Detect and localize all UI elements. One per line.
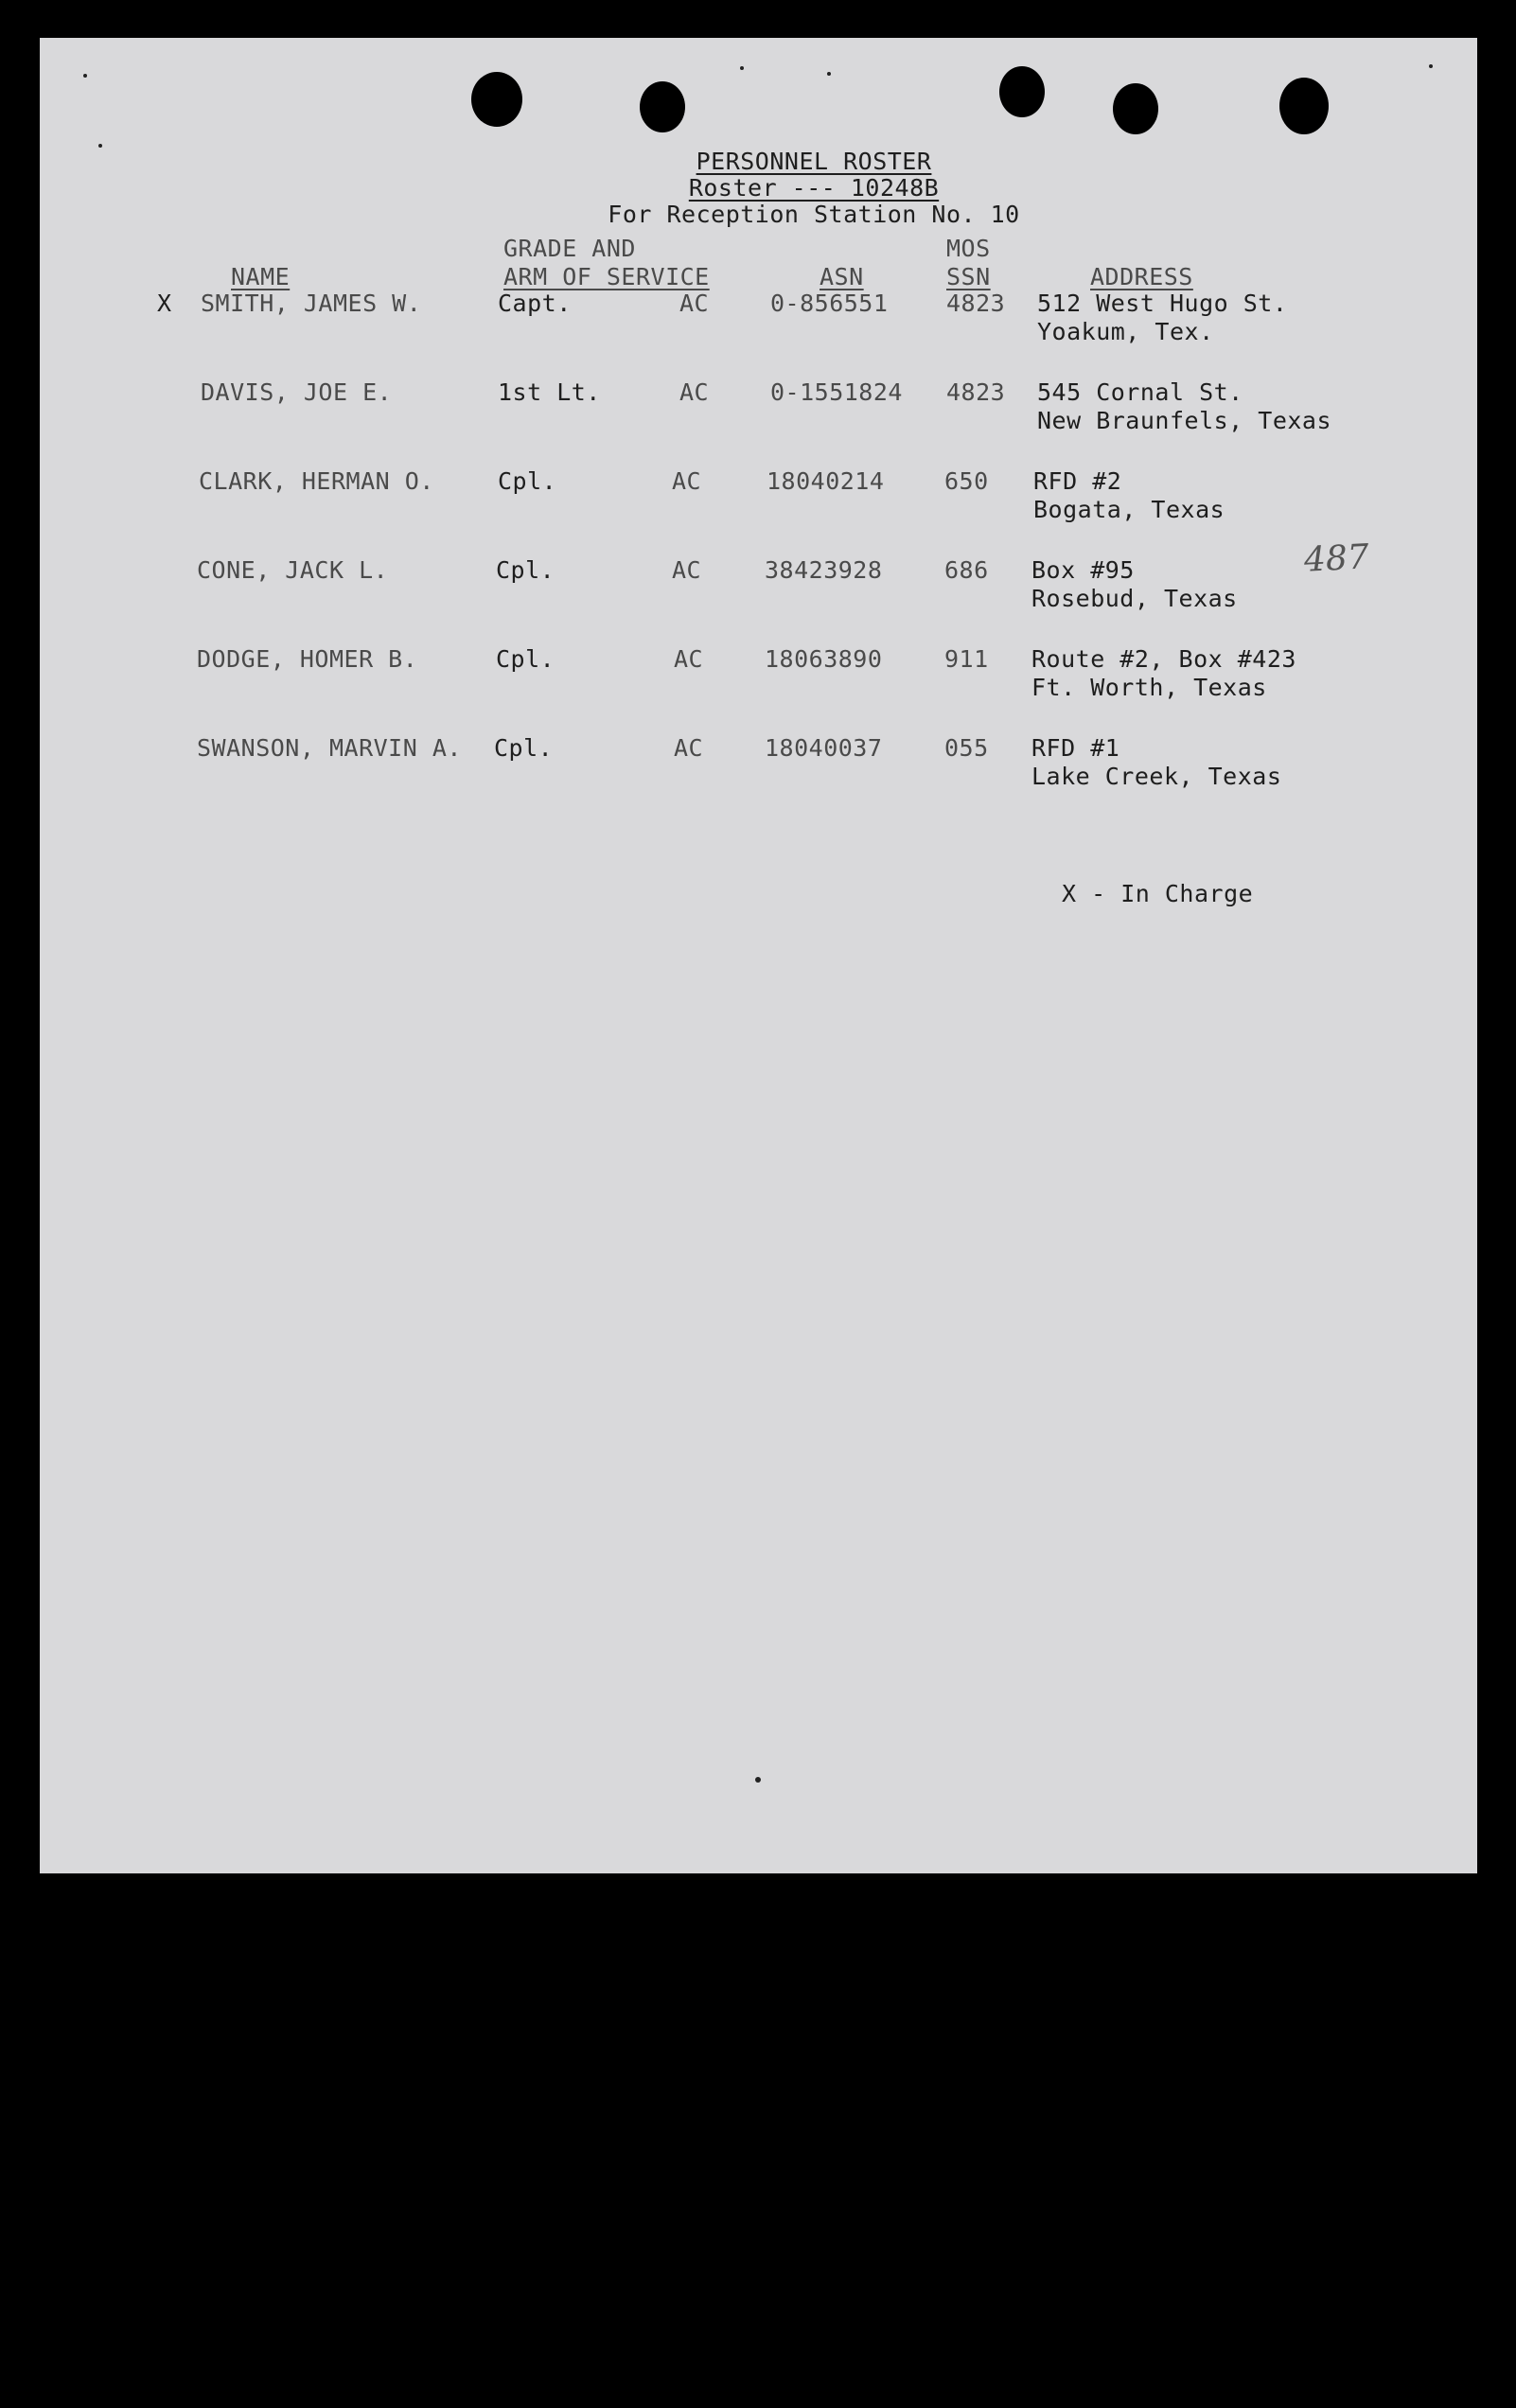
row-name: CLARK, HERMAN O.: [199, 467, 434, 495]
reception-station: For Reception Station No. 10: [608, 201, 1020, 228]
row-ssn: 911: [944, 645, 989, 673]
roster-title: PERSONNEL ROSTER: [696, 148, 932, 175]
col-header-grade-line2: ARM OF SERVICE: [503, 263, 710, 290]
speck: [83, 74, 87, 78]
col-header-grade-line1: GRADE AND: [503, 235, 636, 262]
row-name: SMITH, JAMES W.: [201, 290, 422, 317]
row-name: SWANSON, MARVIN A.: [197, 734, 462, 762]
row-address-line2: Lake Creek, Texas: [1031, 763, 1282, 790]
in-charge-mark: X: [157, 290, 172, 317]
row-grade: Cpl.: [494, 734, 554, 762]
row-address-line1: Route #2, Box #423: [1031, 645, 1296, 673]
row-address-line1: RFD #2: [1033, 467, 1122, 495]
row-address-line1: Box #95: [1031, 556, 1135, 584]
roster-page: [40, 38, 1477, 1873]
row-ssn: 4823: [946, 378, 1006, 406]
row-grade: Capt.: [498, 290, 572, 317]
speck: [755, 1777, 761, 1783]
row-arm: AC: [672, 467, 702, 495]
row-grade: 1st Lt.: [498, 378, 601, 406]
row-address-line2: Ft. Worth, Texas: [1031, 674, 1267, 701]
row-asn: 18063890: [765, 645, 883, 673]
row-asn: 18040214: [767, 467, 885, 495]
row-address-line2: Rosebud, Texas: [1031, 585, 1238, 612]
punch-hole-5: [1279, 78, 1329, 134]
row-asn: 0-856551: [770, 290, 889, 317]
col-header-name: NAME: [231, 263, 291, 290]
row-arm: AC: [674, 645, 704, 673]
row-ssn: 686: [944, 556, 989, 584]
row-address-line1: 545 Cornal St.: [1037, 378, 1243, 406]
row-asn: 38423928: [765, 556, 883, 584]
row-grade: Cpl.: [496, 556, 555, 584]
row-arm: AC: [672, 556, 702, 584]
col-header-mos: MOS: [946, 235, 991, 262]
row-name: CONE, JACK L.: [197, 556, 389, 584]
row-arm: AC: [679, 290, 710, 317]
speck: [1429, 64, 1433, 68]
row-asn: 18040037: [765, 734, 883, 762]
row-grade: Cpl.: [498, 467, 557, 495]
row-address-line1: 512 West Hugo St.: [1037, 290, 1288, 317]
page-number-stamp: 487: [1302, 537, 1370, 580]
row-name: DAVIS, JOE E.: [201, 378, 393, 406]
speck: [827, 72, 831, 76]
punch-hole-4: [1113, 83, 1158, 134]
punch-hole-1: [471, 72, 522, 127]
in-charge-legend: X - In Charge: [1062, 880, 1254, 907]
row-address-line2: Bogata, Texas: [1033, 496, 1225, 523]
speck: [740, 66, 744, 70]
punch-hole-3: [999, 66, 1045, 117]
punch-hole-2: [640, 81, 685, 132]
speck: [98, 144, 102, 148]
row-name: DODGE, HOMER B.: [197, 645, 418, 673]
row-ssn: 4823: [946, 290, 1006, 317]
row-arm: AC: [674, 734, 704, 762]
col-header-asn: ASN: [820, 263, 864, 290]
row-address-line2: New Braunfels, Texas: [1037, 407, 1332, 434]
row-arm: AC: [679, 378, 710, 406]
row-ssn: 650: [944, 467, 989, 495]
col-header-ssn: SSN: [946, 263, 991, 290]
roster-number: Roster --- 10248B: [688, 174, 940, 202]
row-asn: 0-1551824: [770, 378, 903, 406]
row-grade: Cpl.: [496, 645, 555, 673]
row-address-line1: RFD #1: [1031, 734, 1120, 762]
row-ssn: 055: [944, 734, 989, 762]
row-address-line2: Yoakum, Tex.: [1037, 318, 1214, 345]
col-header-address: ADDRESS: [1090, 263, 1193, 290]
